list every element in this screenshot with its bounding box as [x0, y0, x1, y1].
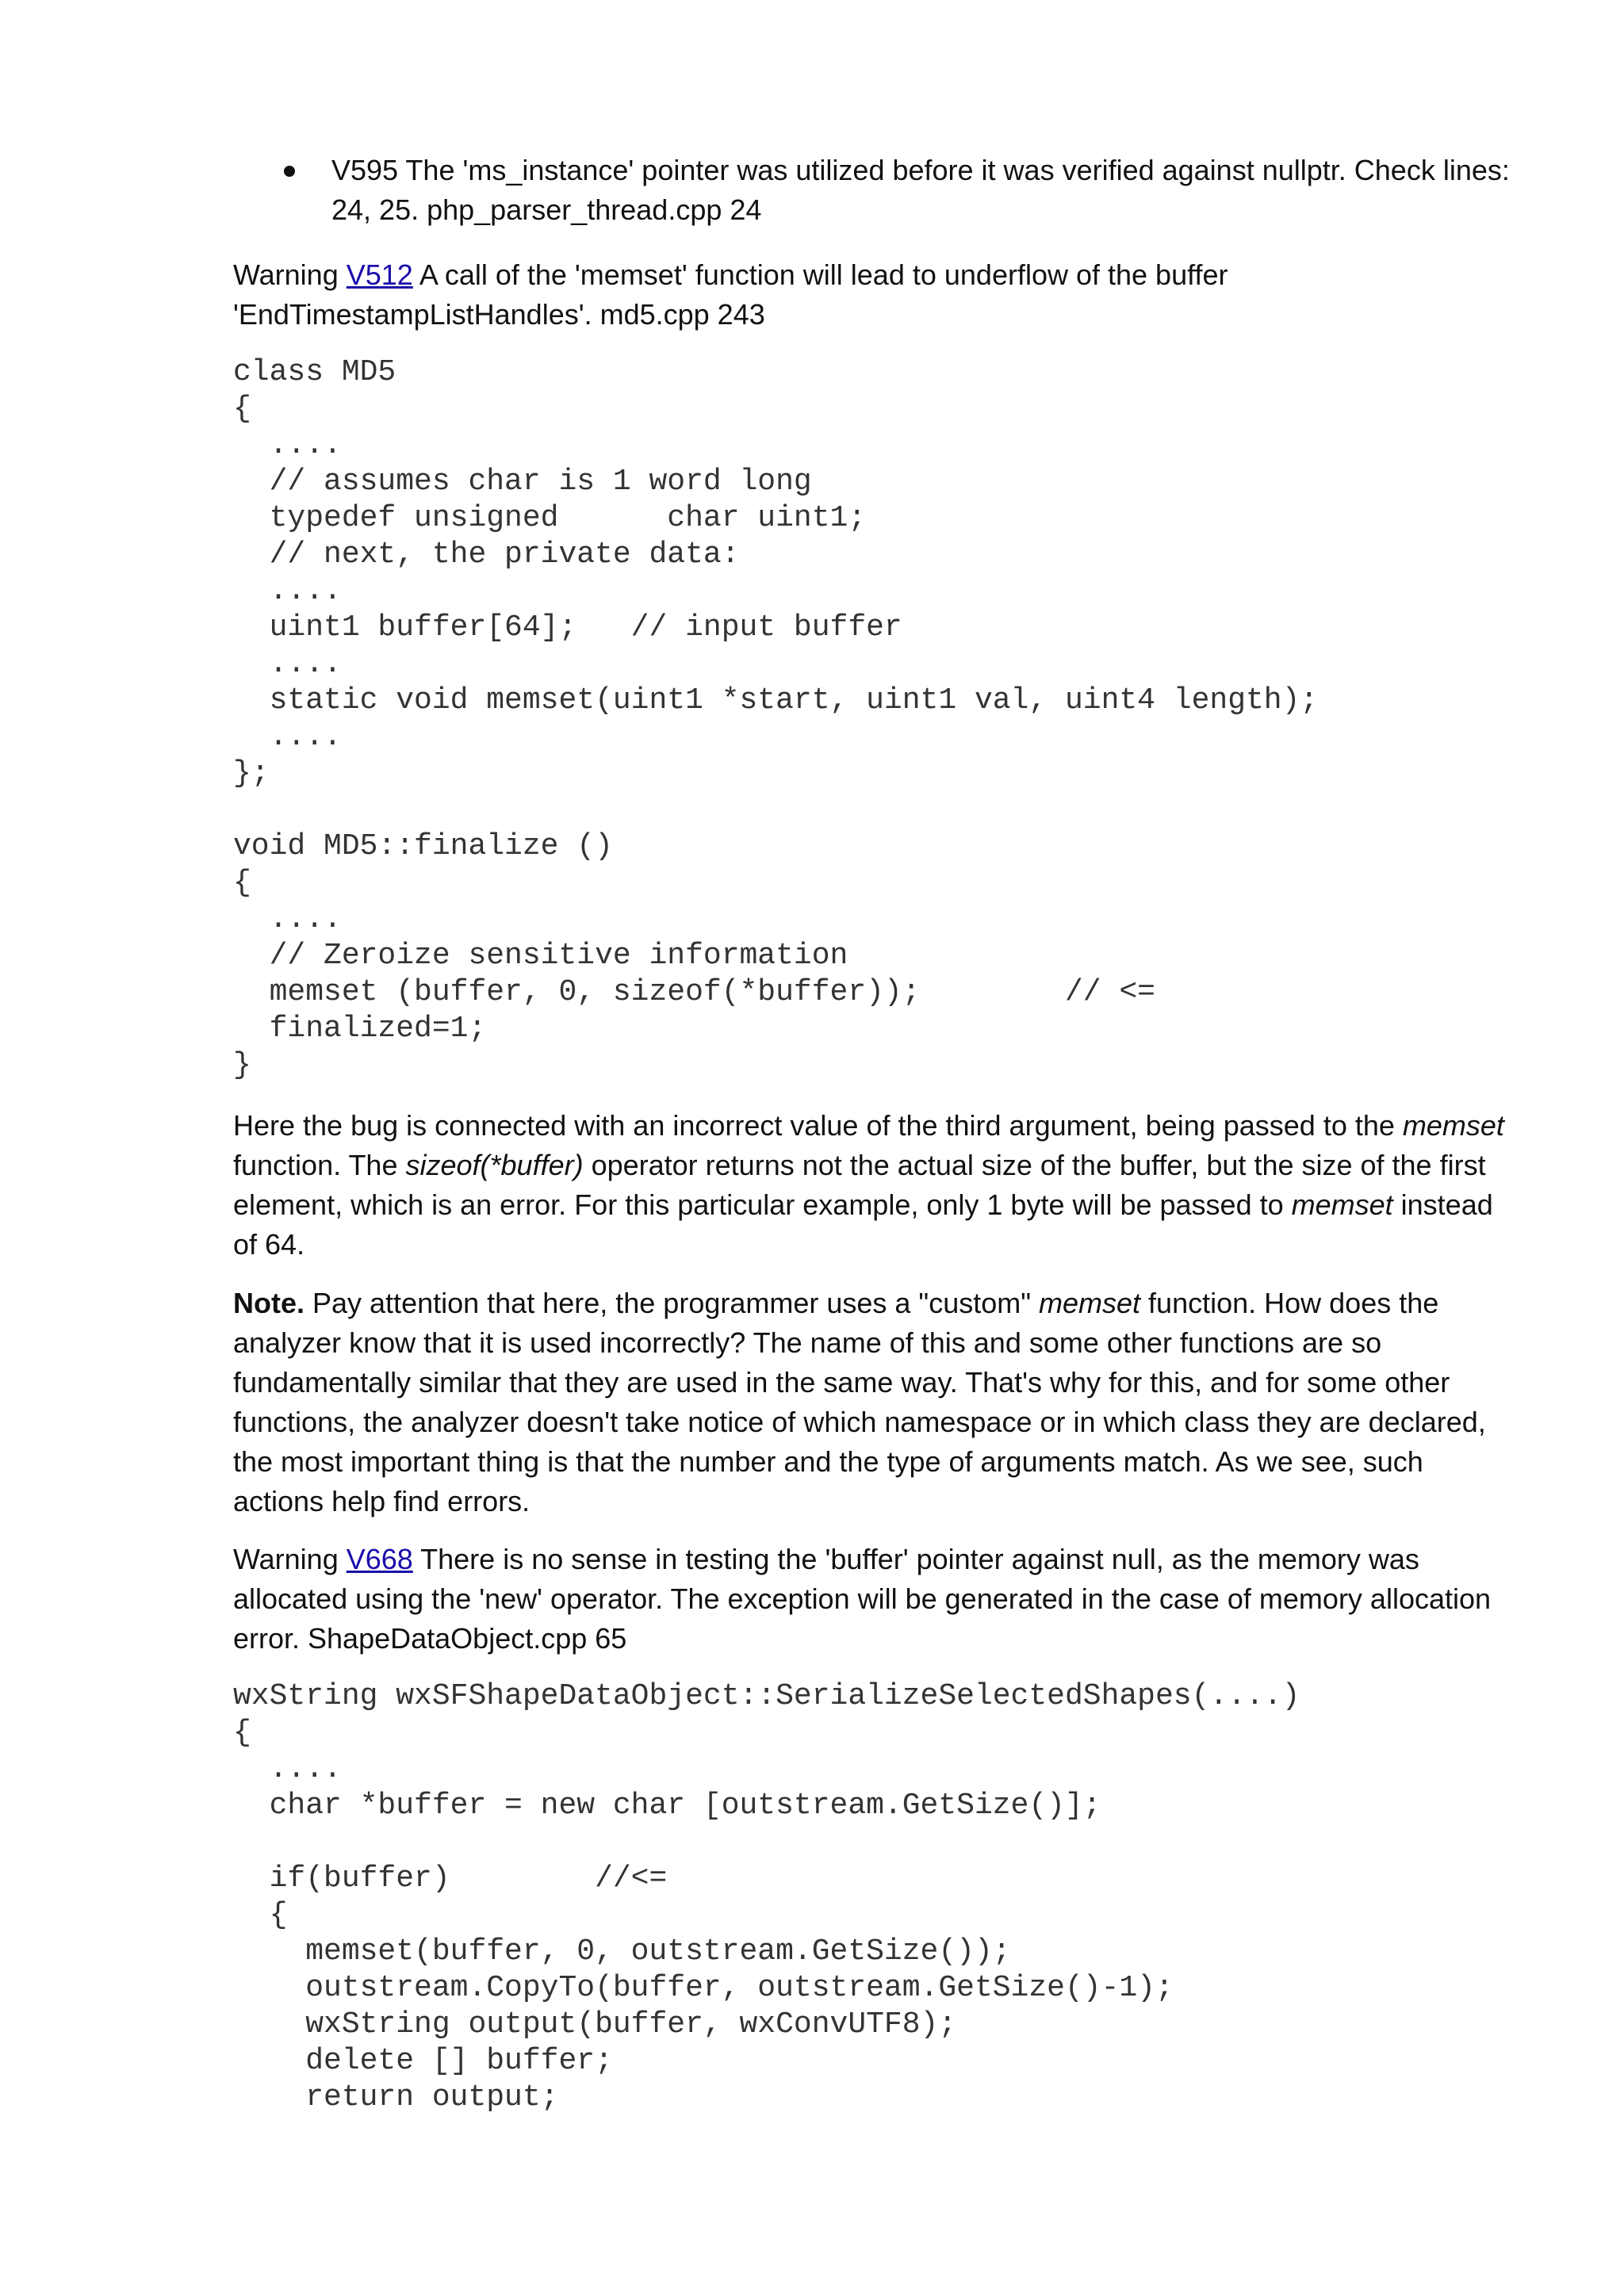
bullet-icon: [284, 166, 295, 177]
text-segment: Pay attention that here, the programmer uses a "custom": [304, 1287, 1040, 1319]
text-segment: Here the bug is connected with an incorrect value of the third argument, being passed to the: [233, 1109, 1403, 1142]
bullet-text: V595 The 'ms_instance' pointer was utilized before it was verified against nullptr. Check lines: 24, 25. php_parser_thread.cpp 24: [331, 154, 1510, 226]
italic-memset: memset: [1039, 1287, 1141, 1319]
warning-prefix: Warning: [233, 258, 347, 291]
italic-memset: memset: [1291, 1188, 1393, 1221]
italic-sizeof: sizeof(*buffer): [405, 1149, 584, 1181]
warning-v512: [233, 255, 1518, 335]
warning-text: There is no sense in testing the 'buffer' pointer against null, as the memory was allocated using the 'new' operator. The exception will be generated in the case of memory allocation error. ShapeDataObject.cpp 65: [233, 1543, 1492, 1655]
text-segment: instead of 64.: [233, 1188, 1493, 1261]
text-segment: function. How does the analyzer know that it is used incorrectly? The name of this and some other functions are so fundamentally similar that they are used in the same way. That's why for this, and for some other functions, the analyzer doesn't take notice of which namespace or in which class they are declared, the most important thing is that the number and the type of arguments match. As we see, such actions help find errors.: [233, 1287, 1486, 1517]
italic-memset: memset: [1402, 1109, 1504, 1142]
warning-prefix: Warning: [233, 1543, 347, 1575]
warning-v668: [233, 1540, 1518, 1659]
note-label: Note.: [233, 1287, 304, 1319]
warning-text: A call of the 'memset' function will lead to underflow of the buffer 'EndTimestampListHandles'. md5.cpp 243: [233, 258, 1228, 331]
text-segment: function. The: [233, 1149, 406, 1181]
paragraph-note: [233, 1284, 1518, 1521]
paragraph-bug-explanation: [233, 1106, 1518, 1265]
v512-link[interactable]: V512: [346, 258, 413, 291]
bullet-item: [331, 151, 1521, 230]
v668-link[interactable]: V668: [346, 1543, 413, 1575]
code-block-md5: class MD5 { .... // assumes char is 1 word long typedef unsigned char uint1; // next, the private data: .... uint1 buffer[64]; // input buffer .... static void memset(uint1 *start, uint1 val, uint4 length); .... }; void MD5::finalize () { .... // Zeroize sensitive information memset (buffer, 0, sizeof(*buffer)); // <= finalized=1; }: [233, 355, 1319, 1082]
text-segment: operator returns not the actual size of the buffer, but the size of the first element, which is an error. For this particular example, only 1 byte will be passed to: [233, 1149, 1486, 1221]
code-block-shapedataobject: wxString wxSFShapeDataObject::SerializeSelectedShapes(....) { .... char *buffer = new char [outstream.GetSize()]; if(buffer) //<= { memset(buffer, 0, outstream.GetSize()); outstream.CopyTo(buffer, outstream.GetSize()-1); wxString output(buffer, wxConvUTF8); delete [] buffer; return output;: [233, 1679, 1300, 2114]
